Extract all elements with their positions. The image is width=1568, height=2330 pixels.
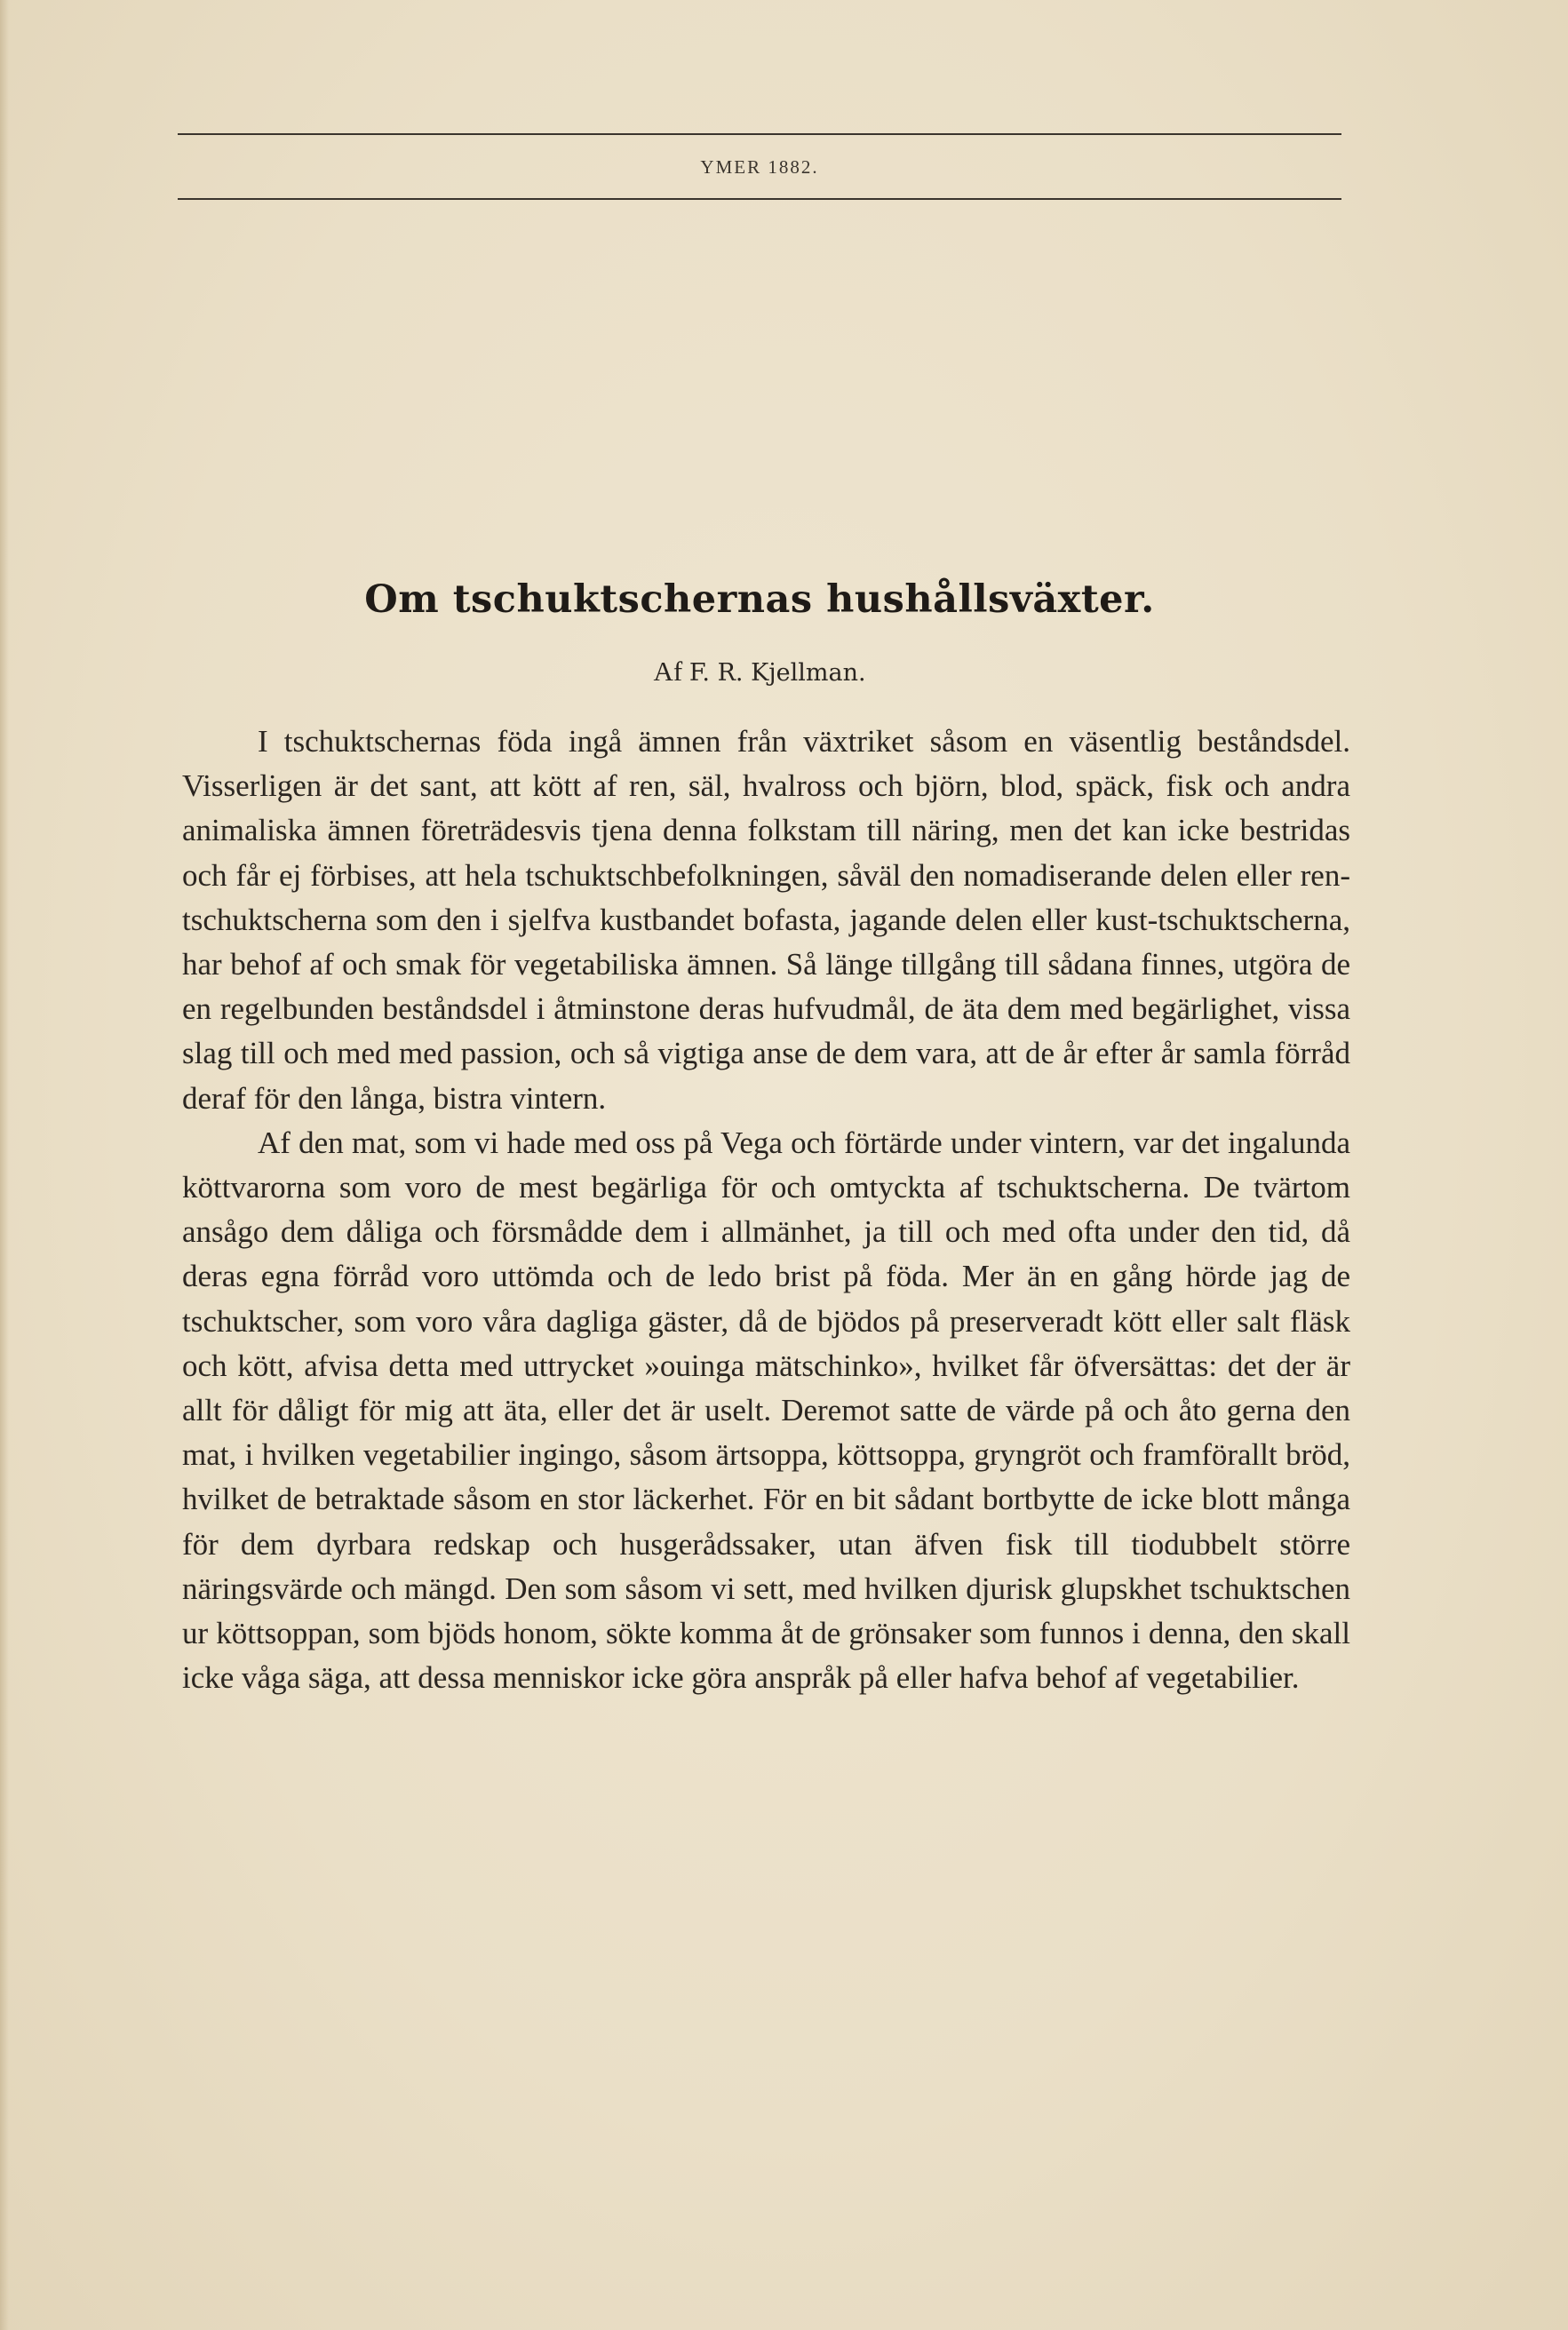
- running-head: [178, 133, 1341, 200]
- running-head-text: YMER 1882.: [700, 156, 819, 178]
- article-body: [182, 720, 1350, 1700]
- paragraph: I tschuktschernas föda ingå ämnen från växtriket såsom en väsentlig beståndsdel. Visserligen är det sant, att kött af ren, säl, hvalross och björn, blod, späck, fisk och andra animaliska ämnen företrädesvis tjena denna folkstam till näring, men det kan icke bestridas och får ej förbises, att hela tschuktschbefolkningen, såväl den nomadiserande delen eller ren-tschuktscherna som den i sjelfva kustbandet bofasta, jagande delen eller kust-tschuktscherna, har behof af och smak för vegetabiliska ämnen. Så länge tillgång till sådana finnes, utgöra de en regelbunden beståndsdel i åtminstone deras hufvudmål, de äta dem med begärlighet, vissa slag till och med med passion, och så vigtiga anse de dem vara, att de år efter år samla förråd deraf för den långa, bistra vintern.: [182, 724, 1350, 1116]
- article-title: Om tschuktschernas hushållsväxter.: [364, 577, 1155, 622]
- paragraph: Af den mat, som vi hade med oss på Vega och förtärde under vintern, var det ingalunda köttvarorna som voro de mest begärliga för och omtyckta af tschuktscherna. De tvärtom ansågo dem dåliga och försmådde dem i allmänhet, ja till och med ofta under den tid, då deras egna förråd voro uttömda och de ledo brist på föda. Mer än en gång hörde jag de tschuktscher, som voro våra dagliga gäster, då de bjödos på preserveradt kött eller salt fläsk och kött, afvisa detta med uttrycket »ouinga mätschinko», hvilket får öfversättas: det der är allt för dåligt för mig att äta, eller det är uselt. Deremot satte de värde på och åto gerna den mat, i hvilken vegetabilier ingingo, såsom ärtsoppa, köttsoppa, gryngröt och framförallt bröd, hvilket de betraktade såsom en stor läckerhet. För en bit sådant bortbytte de icke blott många för dem dyrbara redskap och husgerådssaker, utan äfven fisk till tiodubbelt större näringsvärde och mängd. Den som såsom vi sett, med hvilken djurisk glupskhet tschuktschen ur köttsoppan, som bjöds honom, sökte komma åt de grönsaker som funnos i denna, den skall icke våga säga, att dessa menniskor icke göra anspråk på eller hafva behof af vegetabilier.: [182, 1125, 1350, 1696]
- page-edge-shadow: [0, 0, 9, 2330]
- byline: [178, 656, 1341, 688]
- byline-prefix: Af: [653, 656, 683, 687]
- author-name: F. R. Kjellman.: [688, 659, 866, 687]
- header-rule-bottom: [178, 198, 1341, 200]
